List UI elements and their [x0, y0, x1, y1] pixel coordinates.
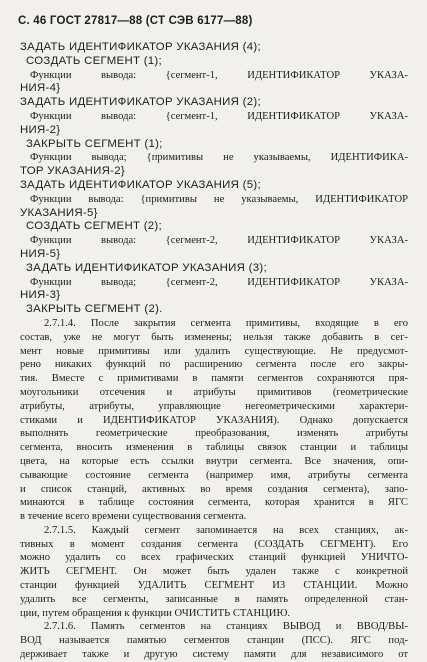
- text-line: станции функцией УДАЛИТЬ СЕГМЕНТ ИЗ СТАНЦИИ. Можно: [20, 580, 408, 592]
- text-line: ЗАДАТЬ ИДЕНТИФИКАТОР УКАЗАНИЯ (2);: [20, 96, 261, 109]
- document-body: [20, 41, 408, 662]
- text-line: Функции вывода: {сегмент-2, ИДЕНТИФИКАТОР УКАЗА-: [30, 235, 408, 247]
- text-line: Функции вывода; {сегмент-2, ИДЕНТИФИКАТОР УКАЗА-: [30, 276, 408, 288]
- text-line: НИЯ-4}: [20, 82, 61, 95]
- text-line: ТОР УКАЗАНИЯ-2}: [20, 165, 125, 178]
- text-line: НИЯ-5}: [20, 247, 61, 260]
- text-line: моугольники отсечения и атрибуты примитивов (геометрические: [20, 386, 408, 398]
- text-line: ЖИТЬ СЕГМЕНТ. Он может быть удален также с конкретной: [20, 566, 408, 578]
- text-line: 2.7.1.6. Память сегментов на станциях ВЫВОД и ВВОД/ВЫ-: [44, 621, 408, 633]
- text-line: ции, путем обращения к функции ОЧИСТИТЬ СТАНЦИЮ.: [20, 607, 290, 619]
- text-line: 2.7.1.5. Каждый сегмент запоминается на всех станциях, ак-: [44, 524, 408, 536]
- text-line: рено никаких функций по расширению сегмента после его закры-: [20, 359, 408, 371]
- text-line: минаются в таблице состояния сегмента, которая хранится в ЯГС: [20, 497, 408, 509]
- text-line: сегмента, вносить изменения в таблицы связок станции и таблицы: [20, 442, 408, 454]
- text-line: ЗАДАТЬ ИДЕНТИФИКАТОР УКАЗАНИЯ (5);: [20, 178, 261, 191]
- text-line: и список станций, активных во время создания сегмента), запо-: [20, 483, 408, 495]
- text-line: Функции вывода: {сегмент-1, ИДЕНТИФИКАТОР УКАЗА-: [30, 110, 408, 122]
- text-line: Функции вывода: {сегмент-1, ИДЕНТИФИКАТОР УКАЗА-: [30, 69, 408, 81]
- text-line: УКАЗАНИЯ-5}: [20, 206, 98, 219]
- text-line: тия. Вместе с примитивами в памяти сегментов сохраняются пря-: [20, 373, 408, 385]
- text-line: ВОД называется памятью сегментов станции (ПСС). ЯГС под-: [20, 635, 408, 647]
- text-line: Функции вывода; {примитивы не указываемы, ИДЕНТИФИКА-: [30, 152, 408, 164]
- text-line: мент новые примитивы или удалить существующие. Не предусмот-: [20, 345, 408, 357]
- text-line: 2.7.1.4. После закрытия сегмента примитивы, входящие в его: [44, 317, 408, 329]
- text-line: Функции вывода: {примитивы не указываемы, ИДЕНТИФИКАТОР: [30, 193, 408, 205]
- text-line: сывающие состояние сегмента (например имя, атрибуты сегмента: [20, 469, 408, 481]
- text-line: выполнять геометрические преобразования, изменять атрибуты: [20, 428, 408, 440]
- text-line: состав, уже не могут быть изменены; нельзя также добавить в сег-: [20, 331, 408, 343]
- text-line: СОЗДАТЬ СЕГМЕНТ (1);: [26, 54, 162, 67]
- text-line: можно удалить со всех графических станций функцией УНИЧТО-: [20, 552, 408, 564]
- text-line: ЗАДАТЬ ИДЕНТИФИКАТОР УКАЗАНИЯ (4);: [20, 41, 261, 53]
- text-line: стиками и ИДЕНТИФИКАТОР УКАЗАНИЯ). Однако допускается: [20, 414, 408, 426]
- text-line: ЗАДАТЬ ИДЕНТИФИКАТОР УКАЗАНИЯ (3);: [26, 261, 267, 274]
- text-line: удалить все сегменты, записанные в память определенной стан-: [20, 593, 408, 605]
- text-line: держивает также и другую систему памяти для независимого от: [20, 649, 408, 661]
- text-line: в течение всего времени существования сегмента.: [20, 511, 247, 523]
- text-line: ЗАКРЫТЬ СЕГМЕНТ (2).: [26, 303, 163, 316]
- text-line: НИЯ-3}: [20, 289, 61, 302]
- text-line: цвета, на которые есть ссылки внутри сегмента. Все значения, опи-: [20, 455, 408, 467]
- text-line: тивных в момент создания сегмента (СОЗДАТЬ СЕГМЕНТ). Его: [20, 538, 408, 550]
- text-line: СОЗДАТЬ СЕГМЕНТ (2);: [26, 220, 162, 233]
- text-line: атрибуты, атрибуты, управляющие негеометрическими характери-: [20, 400, 408, 412]
- page-header: С. 46 ГОСТ 27817—88 (СТ СЭВ 6177—88): [18, 15, 253, 27]
- text-line: ЗАКРЫТЬ СЕГМЕНТ (1);: [26, 137, 163, 150]
- text-line: НИЯ-2}: [20, 123, 61, 136]
